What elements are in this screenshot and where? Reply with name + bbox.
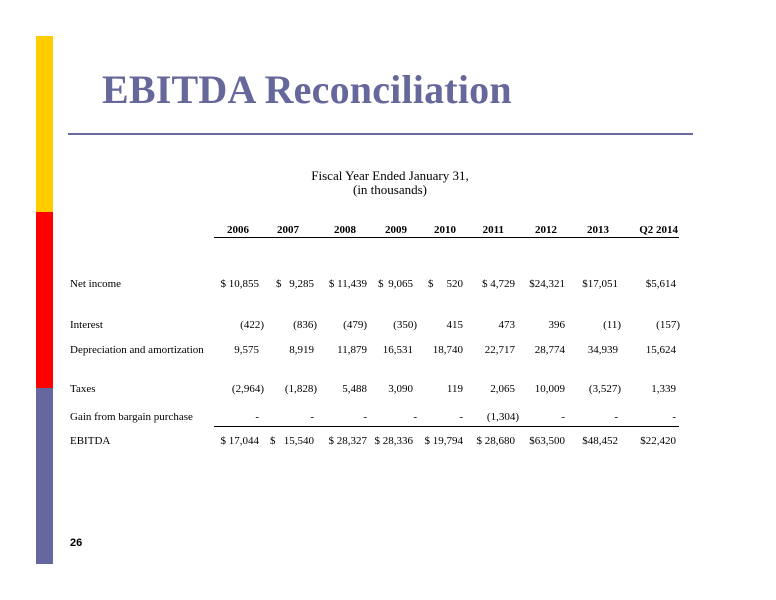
table-cell: 1,339 [651,383,676,395]
page-number: 26 [70,537,83,549]
table-cell: $17,051 [582,278,618,290]
dollar-sign: $ [270,435,276,447]
table-subcaption: (in thousands) [352,182,428,197]
column-header: Q2 2014 [639,224,678,236]
table-cell: 11,879 [337,344,367,356]
row-label-depreciation: Depreciation and amortization [70,344,204,356]
table-cell: - [255,411,259,423]
accent-bar-red [36,212,53,388]
table-cell: - [363,411,367,423]
table-cell: 15,624 [645,344,676,356]
dollar-sign: $ [276,278,282,290]
table-cell: - [614,411,618,423]
table-cell: (1,828) [284,383,317,395]
table-cell: - [413,411,417,423]
table-cell: 28,774 [534,344,565,356]
table-cell: 18,740 [432,344,463,356]
subtotal-underline [214,426,679,427]
table-cell: (2,964) [231,383,264,395]
table-cell: - [459,411,463,423]
table-cell: (350) [393,319,417,331]
row-label-net-income: Net income [70,278,122,290]
table-cell: 5,488 [342,383,367,395]
table-cell: - [561,411,565,423]
column-header: 2011 [482,224,504,236]
table-cell: 2,065 [490,383,515,395]
dollar-sign: $ [378,278,384,290]
table-cell: (1,304) [486,411,519,423]
table-cell: $ 17,044 [220,435,259,447]
dollar-sign: $ [428,278,434,290]
table-cell: $22,420 [640,435,676,447]
table-cell: $ 4,729 [482,278,515,290]
title-divider [68,133,693,135]
slide-title: EBITDA Reconciliation [102,67,512,112]
table-cell: 473 [498,319,515,331]
table-cell: 415 [446,319,463,331]
table-cell: 10,009 [534,383,565,395]
table-cell: $ 11,439 [328,278,367,290]
table-cell: 9,575 [234,344,259,356]
table-cell: (422) [240,319,264,331]
column-header: 2013 [587,224,609,236]
table-cell: 34,939 [587,344,618,356]
table-cell: (157) [656,319,680,331]
table-cell: (11) [603,319,621,331]
column-header: 2010 [434,224,456,236]
table-cell: 9,285 [289,278,314,290]
column-header: 2009 [385,224,407,236]
table-cell: - [310,411,314,423]
table-cell: $ 28,327 [328,435,367,447]
table-cell: $ 28,680 [476,435,515,447]
table-cell: - [672,411,676,423]
table-cell: $ 28,336 [374,435,413,447]
table-cell: $63,500 [529,435,565,447]
header-underline [214,237,679,238]
table-cell: 3,090 [388,383,413,395]
table-cell: $ 19,794 [424,435,463,447]
table-cell: 9,065 [388,278,413,290]
column-header: 2008 [334,224,356,236]
table-cell: $48,452 [582,435,618,447]
table-cell: $24,321 [529,278,565,290]
row-label-gain-bargain-purchase: Gain from bargain purchase [70,411,193,423]
table-cell: (836) [293,319,317,331]
table-cell: 16,531 [382,344,413,356]
accent-bar-blue [36,388,53,564]
table-cell: $ 10,855 [220,278,259,290]
table-cell: 22,717 [484,344,515,356]
accent-bar-yellow [36,36,53,212]
table-cell: 119 [446,383,463,395]
row-label-interest: Interest [70,319,103,331]
column-header: 2006 [227,224,249,236]
table-cell: 8,919 [289,344,314,356]
table-cell: (479) [343,319,367,331]
table-cell: 396 [548,319,565,331]
table-caption: Fiscal Year Ended January 31, [311,168,469,183]
column-header: 2012 [535,224,557,236]
table-cell: 15,540 [283,435,314,447]
table-cell: $5,614 [645,278,676,290]
row-label-ebitda: EBITDA [70,435,111,447]
table-cell: 520 [446,278,463,290]
table-cell: (3,527) [588,383,621,395]
column-header: 2007 [277,224,299,236]
row-label-taxes: Taxes [70,383,96,395]
